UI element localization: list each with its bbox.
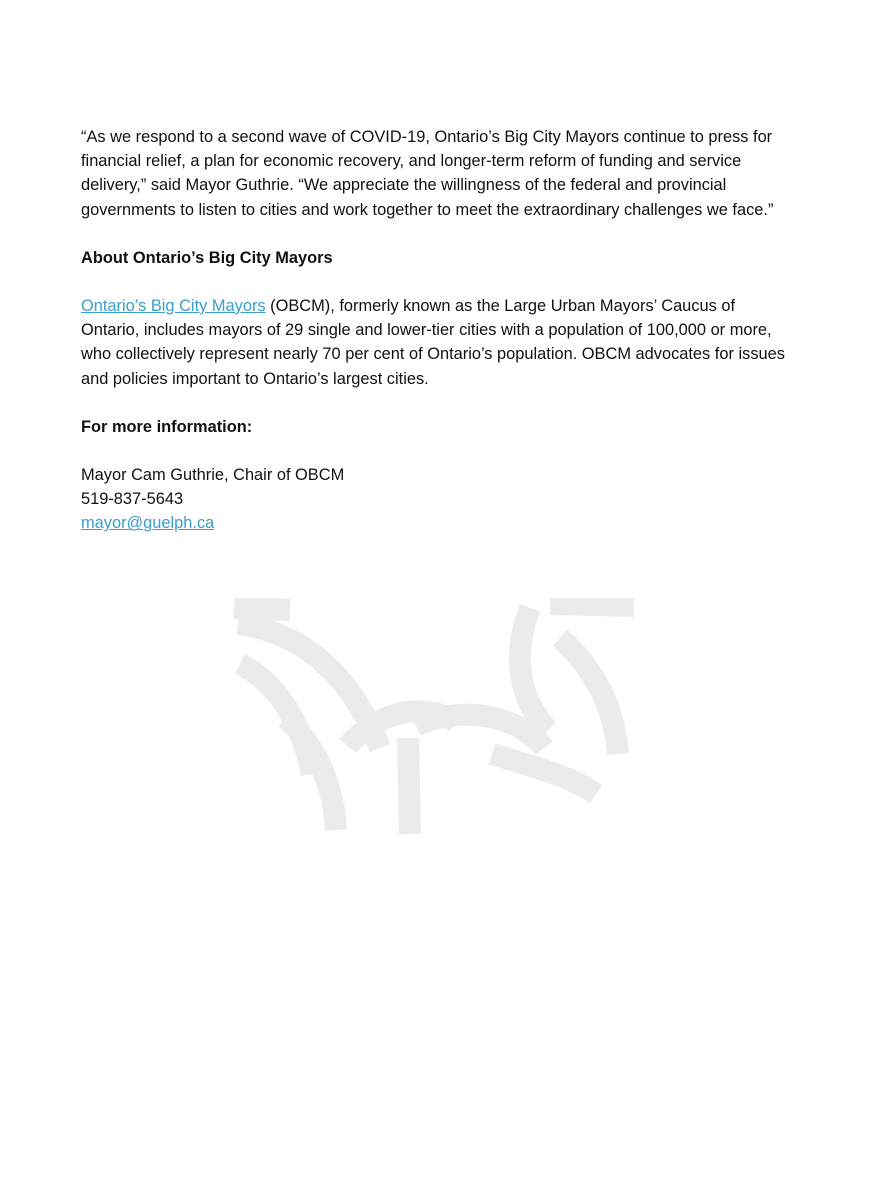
- contact-name: Mayor Cam Guthrie, Chair of OBCM: [81, 466, 345, 485]
- contact-phone: 519-837-5643: [81, 490, 184, 509]
- about-paragraph: [81, 294, 793, 391]
- obcm-logo-watermark-icon: [230, 598, 642, 838]
- contact-block: [81, 463, 793, 536]
- document-body: [81, 125, 793, 536]
- quote-paragraph: “As we respond to a second wave of COVID-19, Ontario’s Big City Mayors continue to press for financial relief, a plan for economic recovery, and longer-term reform of funding and service delivery,” said Mayor Guthrie. “We appreciate the willingness of the federal and provincial governments to listen to cities and work together to meet the extraordinary challenges we face.”: [81, 128, 774, 219]
- more-info-heading: For more information:: [81, 417, 253, 436]
- about-heading: About Ontario’s Big City Mayors: [81, 248, 333, 267]
- contact-email-link[interactable]: mayor@guelph.ca: [81, 514, 215, 533]
- obcm-link[interactable]: Ontario’s Big City Mayors: [81, 297, 266, 316]
- about-paragraph-text: (OBCM), formerly known as the Large Urban Mayors’ Caucus of Ontario, includes mayors of 29 single and lower-tier cities with a population of 100,000 or more, who collectively represent nearly 70 per cent of Ontario’s population. OBCM advocates for issues and policies important to Ontario’s largest cities.: [81, 297, 785, 388]
